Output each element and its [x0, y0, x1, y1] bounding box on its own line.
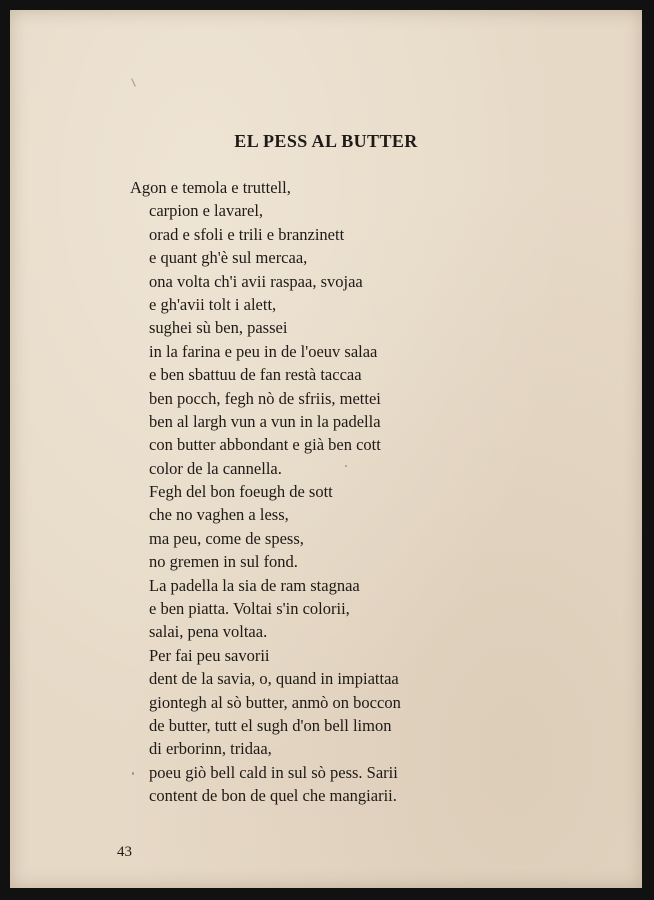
- poem-line: che no vaghen a less,: [149, 505, 289, 525]
- poem-line: content de bon de quel che mangiarii.: [149, 786, 397, 806]
- poem-line: e gh'avii tolt i alett,: [149, 294, 277, 314]
- page-number: 43: [117, 844, 132, 860]
- poem-line: e quant gh'è sul mercaa,: [149, 248, 308, 268]
- paper-speck: [132, 772, 134, 775]
- poem-line: ma peu, come de spess,: [149, 528, 304, 548]
- poem-line: giontegh al sò butter, anmò on boccon: [149, 692, 401, 712]
- poem-line: carpion e lavarel,: [149, 201, 264, 221]
- poem-line: e ben sbattuu de fan restà taccaa: [149, 365, 362, 385]
- poem-line: orad e sfoli e trili e branzinett: [149, 224, 345, 244]
- poem-body: [130, 176, 401, 808]
- poem-title: EL PESS AL BUTTER: [234, 131, 418, 151]
- poem-line: e ben piatta. Voltai s'in colorii,: [149, 599, 350, 619]
- poem-line: La padella la sia de ram stagnaa: [149, 575, 360, 595]
- poem-line: ben al largh vun a vun in la padella: [149, 411, 381, 431]
- poem-line: Agon e temola e truttell,: [130, 178, 291, 197]
- poem-line: no gremen in sul fond.: [149, 552, 298, 572]
- poem-line: Per fai peu savorii: [149, 645, 270, 665]
- poem-line: poeu giò bell cald in sul sò pess. Sarii: [149, 762, 398, 782]
- poem-line: ona volta ch'i avii raspaa, svojaa: [149, 271, 363, 291]
- poem-line: color de la cannella.: [149, 458, 282, 478]
- poem-line: de butter, tutt el sugh d'on bell limon: [149, 715, 392, 735]
- poem-line: sughei sù ben, passei: [149, 318, 288, 338]
- poem-line: dent de la savia, o, quand in impiattaa: [149, 669, 399, 689]
- paper-speck: [131, 78, 136, 87]
- poem-line: salai, pena voltaa.: [149, 622, 268, 642]
- poem-line: in la farina e peu in de l'oeuv salaa: [149, 341, 378, 361]
- poem-line: Fegh del bon foeugh de sott: [149, 482, 333, 502]
- paper-speck: [345, 465, 347, 467]
- poem-line: con butter abbondant e già ben cott: [149, 435, 381, 455]
- poem-line: di erborinn, tridaa,: [149, 739, 272, 759]
- poem-line: ben pocch, fegh nò de sfriis, mettei: [149, 388, 381, 408]
- book-page: [10, 10, 642, 888]
